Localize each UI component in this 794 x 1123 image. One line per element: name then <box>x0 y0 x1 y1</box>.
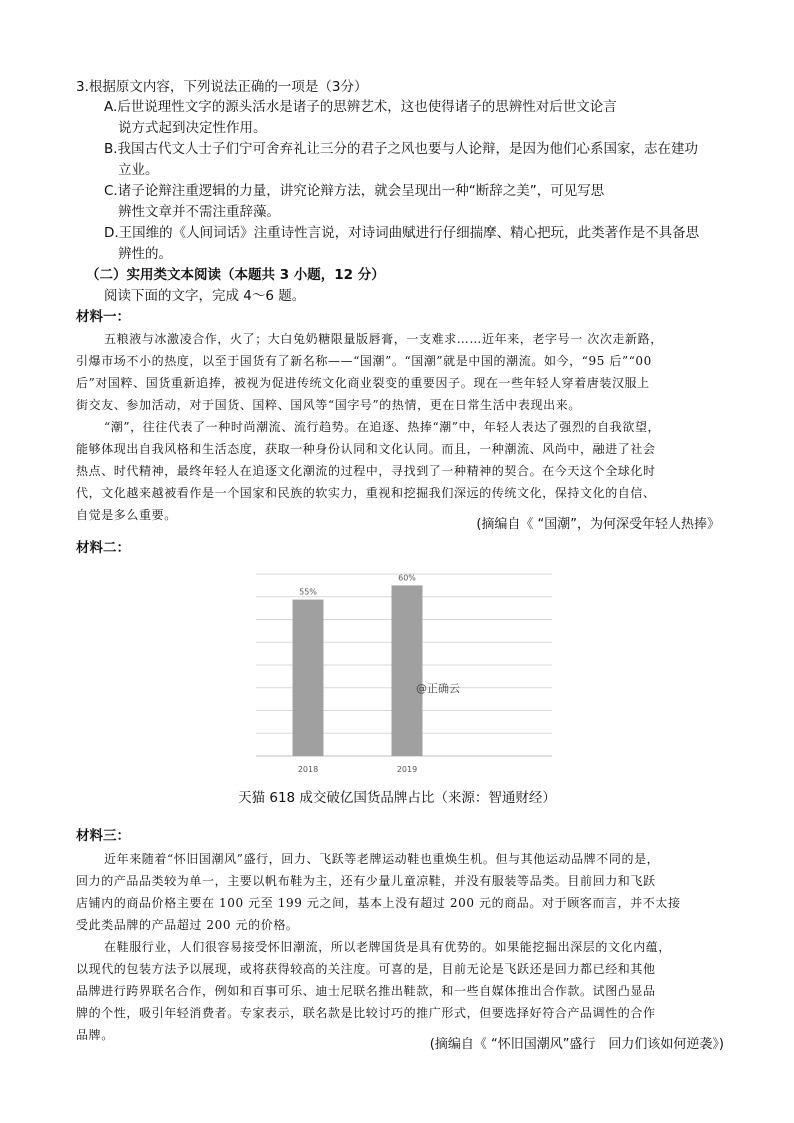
material-1-line: 自觉是多么重要。 <box>76 508 177 522</box>
option-b-line-2: 立业。 <box>118 162 159 178</box>
material-1-line: 代，文化越来越被看作是一个国家和民族的软实力，重视和挖掘我们深远的传统文化，保持文化的自信、 <box>76 486 656 500</box>
section-heading: （二）实用类文本阅读（本题共 3 小题，12 分） <box>86 267 385 283</box>
bar-chart <box>256 564 556 776</box>
chart-watermark: @正确云 <box>416 682 460 695</box>
material-3-line: 受此类品牌的产品超过 200 元的价格。 <box>76 918 299 932</box>
option-a-line-2: 说方式起到决定性作用。 <box>118 120 267 136</box>
material-3-line: 近年来随着“怀旧国潮风”盛行，回力、飞跃等老牌运动鞋也重焕生机。但与其他运动品牌不同的是， <box>104 852 660 866</box>
material-1-line: 五粮液与冰激凌合作，火了；大白兔奶糖限量版唇膏，一支难求……近年来，老字号一 次次走新路， <box>104 332 663 346</box>
bar-2019 <box>392 585 423 756</box>
option-b-line-1: B.我国古代文人士子们宁可舍弃礼让三分的君子之风也要与人论辩，是因为他们心系国家，志在建功 <box>104 141 699 157</box>
x-tick-label: 2018 <box>297 765 319 774</box>
option-a-line-1: A.后世说理性文字的源头活水是诸子的思辨艺术，这也使得诸子的思辨性对后世文论言 <box>104 99 617 115</box>
material-3-line: 牌的个性，吸引年轻消费者。专家表示，联名款是比较讨巧的推广形式，但要选择好符合产品调性的合作 <box>76 1006 656 1020</box>
material-3-line: 品牌进行跨界联名合作，例如和百事可乐、迪士尼联名推出鞋款，和一些自媒体推出合作款。试图凸显品 <box>76 984 656 998</box>
section-instruction: 阅读下面的文字，完成 4～6 题。 <box>104 288 306 304</box>
bar-value-label: 55% <box>299 587 317 597</box>
material-3-line: 回力的产品品类较为单一，主要以帆布鞋为主，还有少量儿童凉鞋，并没有服装等品类。目前回力和飞跃 <box>76 874 656 888</box>
material-3-line: 以现代的包装方法予以展现，或将获得较高的关注度。可喜的是，目前无论是飞跃还是回力都已经和其他 <box>76 962 656 976</box>
material-1-label: 材料一： <box>76 309 130 325</box>
option-d-line-1: D.王国维的《人间词话》注重诗性言说，对诗词曲赋进行仔细揣摩、精心把玩，此类著作是不具备思 <box>104 225 700 241</box>
bar-2018 <box>293 600 324 756</box>
material-1-line: 街交友、参加活动，对于国货、国粹、国风等“国字号”的热情，更在日常生活中表现出来。 <box>76 398 581 412</box>
material-1-line: 后”对国粹、国货重新追捧，被视为促进传统文化商业裂变的重要因子。现在一些年轻人穿着唐装汉服上 <box>76 376 650 390</box>
question-3-stem: 3.根据原文内容，下列说法正确的一项是（3分） <box>76 79 368 95</box>
material-1-line: 热点、时代精神，最终年轻人在追逐文化潮流的过程中，寻找到了一种精神的契合。在今天这个全球化时 <box>76 464 656 478</box>
material-1-source: (摘编自《 “国潮”，为何深受年轻人热捧》 <box>476 517 720 532</box>
chart-caption: 天猫 618 成交破亿国货品牌占比（来源：智通财经） <box>238 790 556 806</box>
material-1-line: “潮”，往往代表了一种时尚潮流、流行趋势。在追逐、热捧“潮”中，年轻人表达了强烈的自我欲望， <box>104 420 661 434</box>
material-3-line: 在鞋服行业，人们很容易接受怀旧潮流，所以老牌国货是具有优势的。如果能挖掘出深层的文化内蕴， <box>104 940 672 954</box>
bar-value-label: 60% <box>398 573 416 583</box>
x-tick-label: 2019 <box>396 765 418 774</box>
material-1-line: 能够体现出自我风格和生活态度，获取一种身份认同和文化认同。而且，一种潮流、风尚中，融进了社会 <box>76 442 656 456</box>
material-1-line: 引爆市场不小的热度，以至于国货有了新名称——“国潮”。“国潮”就是中国的潮流。如今，“95 后”“00 <box>76 354 652 368</box>
material-3-label: 材料三： <box>76 828 130 844</box>
option-d-line-2: 辨性的。 <box>118 246 172 262</box>
material-3-line: 品牌。 <box>76 1028 114 1042</box>
material-3-source: (摘编自《 “怀旧国潮风”盛行 回力们该如何逆袭》) <box>429 1037 724 1052</box>
material-2-label: 材料二： <box>76 540 130 556</box>
material-3-line: 店铺内的商品价格主要在 100 元至 199 元之间，基本上没有超过 200 元的商品。对于顾客而言，并不太接 <box>76 896 681 910</box>
option-c-line-2: 辨性文章并不需注重辞藻。 <box>118 204 280 220</box>
chart-bars <box>293 573 423 774</box>
option-c-line-1: C.诸子论辩注重逻辑的力量，讲究论辩方法，就会呈现出一种“断辞之美”，可见写思 <box>104 183 605 199</box>
